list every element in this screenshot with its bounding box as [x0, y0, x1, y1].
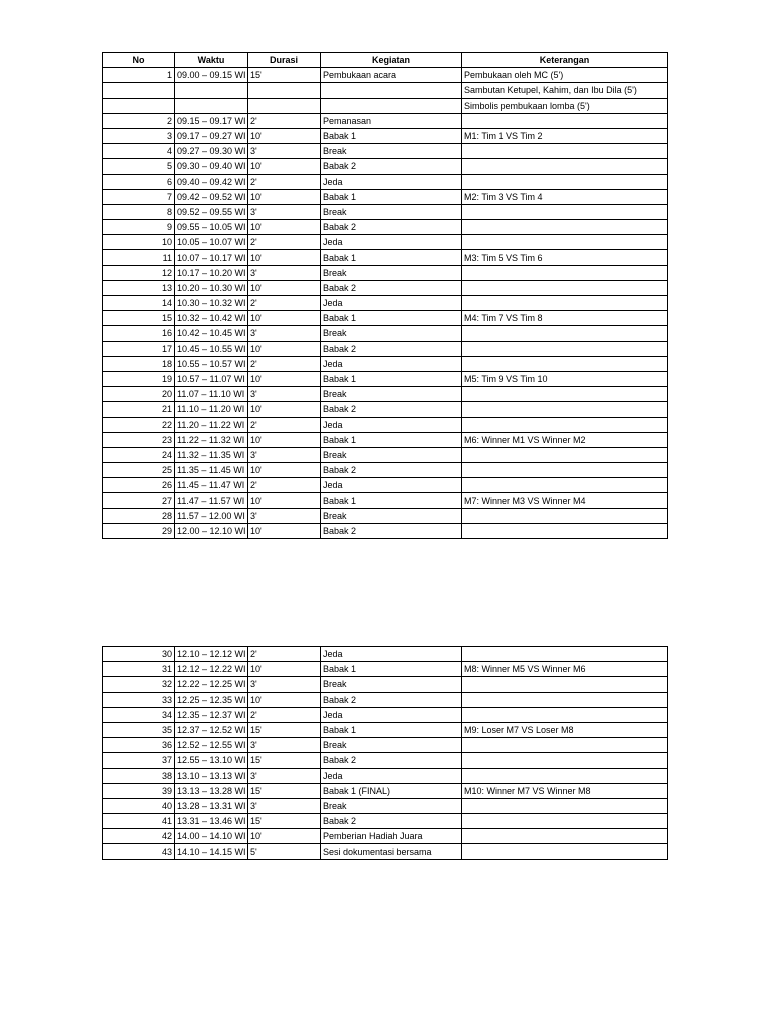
cell-durasi: 10' [248, 341, 321, 356]
cell-no: 33 [103, 692, 175, 707]
cell-waktu: 12.52 – 12.55 WI [175, 738, 248, 753]
cell-waktu: 12.00 – 12.10 WI [175, 523, 248, 538]
cell-no: 17 [103, 341, 175, 356]
cell-no: 39 [103, 783, 175, 798]
table-row [103, 463, 668, 478]
cell-kegiatan: Break [321, 326, 462, 341]
table-row [103, 235, 668, 250]
cell-kegiatan: Babak 1 [321, 311, 462, 326]
cell-no: 22 [103, 417, 175, 432]
cell-durasi: 10' [248, 523, 321, 538]
cell-kegiatan: Break [321, 447, 462, 462]
cell-waktu [175, 83, 248, 98]
cell-kegiatan: Babak 2 [321, 341, 462, 356]
cell-kegiatan: Pembukaan acara [321, 68, 462, 83]
cell-waktu: 13.13 – 13.28 WI [175, 783, 248, 798]
cell-waktu: 12.55 – 13.10 WI [175, 753, 248, 768]
cell-durasi: 15' [248, 814, 321, 829]
table-row [103, 814, 668, 829]
cell-no: 18 [103, 356, 175, 371]
cell-keterangan: M1: Tim 1 VS Tim 2 [462, 128, 668, 143]
cell-keterangan: Sambutan Ketupel, Kahim, dan Ibu Dila (5') [462, 83, 668, 98]
cell-no: 2 [103, 113, 175, 128]
cell-kegiatan: Break [321, 387, 462, 402]
table-row [103, 662, 668, 677]
cell-waktu: 14.10 – 14.15 WI [175, 844, 248, 859]
cell-durasi: 5' [248, 844, 321, 859]
cell-waktu: 13.28 – 13.31 WI [175, 798, 248, 813]
cell-no: 29 [103, 523, 175, 538]
table-row [103, 326, 668, 341]
cell-durasi: 2' [248, 417, 321, 432]
cell-durasi: 3' [248, 144, 321, 159]
cell-durasi [248, 83, 321, 98]
cell-kegiatan: Jeda [321, 478, 462, 493]
cell-no: 13 [103, 280, 175, 295]
cell-waktu: 11.57 – 12.00 WI [175, 508, 248, 523]
header-kegiatan: Kegiatan [321, 53, 462, 68]
cell-durasi: 10' [248, 189, 321, 204]
table-row [103, 387, 668, 402]
cell-kegiatan: Babak 2 [321, 463, 462, 478]
cell-keterangan [462, 235, 668, 250]
cell-durasi: 3' [248, 768, 321, 783]
cell-kegiatan: Jeda [321, 296, 462, 311]
cell-keterangan: M8: Winner M5 VS Winner M6 [462, 662, 668, 677]
table-row [103, 311, 668, 326]
cell-durasi: 3' [248, 265, 321, 280]
cell-kegiatan [321, 98, 462, 113]
table-row [103, 508, 668, 523]
table-row [103, 722, 668, 737]
cell-waktu: 10.07 – 10.17 WI [175, 250, 248, 265]
cell-no: 27 [103, 493, 175, 508]
table-row [103, 356, 668, 371]
cell-no: 10 [103, 235, 175, 250]
cell-waktu: 11.10 – 11.20 WI [175, 402, 248, 417]
cell-keterangan [462, 768, 668, 783]
cell-kegiatan: Break [321, 738, 462, 753]
cell-keterangan [462, 341, 668, 356]
table-row [103, 798, 668, 813]
cell-no: 23 [103, 432, 175, 447]
cell-keterangan [462, 159, 668, 174]
header-keterangan: Keterangan [462, 53, 668, 68]
cell-keterangan [462, 220, 668, 235]
cell-no: 41 [103, 814, 175, 829]
table-row [103, 493, 668, 508]
cell-waktu: 11.47 – 11.57 WI [175, 493, 248, 508]
cell-keterangan [462, 174, 668, 189]
cell-durasi: 3' [248, 387, 321, 402]
cell-keterangan: M9: Loser M7 VS Loser M8 [462, 722, 668, 737]
cell-no: 6 [103, 174, 175, 189]
cell-kegiatan: Babak 1 [321, 722, 462, 737]
cell-keterangan: M4: Tim 7 VS Tim 8 [462, 311, 668, 326]
cell-durasi: 3' [248, 738, 321, 753]
cell-waktu: 09.27 – 09.30 WI [175, 144, 248, 159]
cell-durasi: 15' [248, 783, 321, 798]
cell-durasi: 10' [248, 280, 321, 295]
table-row [103, 265, 668, 280]
cell-durasi: 10' [248, 128, 321, 143]
cell-waktu: 11.22 – 11.32 WI [175, 432, 248, 447]
cell-waktu: 09.00 – 09.15 WI [175, 68, 248, 83]
cell-keterangan: Simbolis pembukaan lomba (5') [462, 98, 668, 113]
cell-no: 5 [103, 159, 175, 174]
cell-keterangan: M2: Tim 3 VS Tim 4 [462, 189, 668, 204]
cell-durasi: 3' [248, 204, 321, 219]
cell-waktu: 10.20 – 10.30 WI [175, 280, 248, 295]
cell-keterangan [462, 387, 668, 402]
cell-waktu: 13.10 – 13.13 WI [175, 768, 248, 783]
table-row [103, 144, 668, 159]
cell-kegiatan: Jeda [321, 707, 462, 722]
cell-no: 3 [103, 128, 175, 143]
table-row [103, 159, 668, 174]
table-row [103, 174, 668, 189]
cell-durasi: 3' [248, 677, 321, 692]
cell-waktu: 12.12 – 12.22 WI [175, 662, 248, 677]
cell-durasi [248, 98, 321, 113]
cell-durasi: 10' [248, 159, 321, 174]
table-row [103, 523, 668, 538]
cell-kegiatan: Babak 1 [321, 662, 462, 677]
cell-keterangan [462, 677, 668, 692]
cell-keterangan [462, 707, 668, 722]
cell-keterangan [462, 204, 668, 219]
cell-no: 42 [103, 829, 175, 844]
table-row [103, 68, 668, 83]
cell-keterangan: Pembukaan oleh MC (5') [462, 68, 668, 83]
table-row [103, 647, 668, 662]
cell-no: 30 [103, 647, 175, 662]
cell-durasi: 3' [248, 798, 321, 813]
cell-no: 20 [103, 387, 175, 402]
cell-kegiatan: Babak 2 [321, 692, 462, 707]
cell-waktu: 11.35 – 11.45 WI [175, 463, 248, 478]
cell-durasi: 2' [248, 296, 321, 311]
cell-no: 34 [103, 707, 175, 722]
cell-waktu: 12.22 – 12.25 WI [175, 677, 248, 692]
cell-no: 4 [103, 144, 175, 159]
cell-no: 9 [103, 220, 175, 235]
cell-durasi: 10' [248, 662, 321, 677]
table-row [103, 768, 668, 783]
table-row [103, 829, 668, 844]
table-row [103, 753, 668, 768]
cell-kegiatan: Jeda [321, 356, 462, 371]
table-row [103, 204, 668, 219]
cell-kegiatan: Break [321, 144, 462, 159]
cell-keterangan [462, 508, 668, 523]
cell-waktu [175, 98, 248, 113]
cell-durasi: 2' [248, 647, 321, 662]
cell-waktu: 10.57 – 11.07 WI [175, 371, 248, 386]
cell-no: 1 [103, 68, 175, 83]
schedule-table-bottom [102, 646, 668, 860]
cell-durasi: 3' [248, 326, 321, 341]
cell-keterangan [462, 280, 668, 295]
cell-no: 11 [103, 250, 175, 265]
table-row [103, 692, 668, 707]
cell-kegiatan: Jeda [321, 417, 462, 432]
cell-keterangan: M3: Tim 5 VS Tim 6 [462, 250, 668, 265]
table-row [103, 371, 668, 386]
header-row [103, 53, 668, 68]
cell-no: 24 [103, 447, 175, 462]
cell-no: 14 [103, 296, 175, 311]
table-row [103, 432, 668, 447]
cell-waktu: 10.17 – 10.20 WI [175, 265, 248, 280]
cell-waktu: 10.45 – 10.55 WI [175, 341, 248, 356]
cell-keterangan [462, 844, 668, 859]
cell-kegiatan: Jeda [321, 647, 462, 662]
cell-durasi: 10' [248, 463, 321, 478]
cell-keterangan [462, 523, 668, 538]
cell-keterangan: M7: Winner M3 VS Winner M4 [462, 493, 668, 508]
cell-waktu: 09.40 – 09.42 WI [175, 174, 248, 189]
cell-kegiatan: Break [321, 677, 462, 692]
cell-no: 21 [103, 402, 175, 417]
table-row [103, 417, 668, 432]
cell-keterangan [462, 417, 668, 432]
cell-kegiatan: Babak 1 [321, 128, 462, 143]
cell-keterangan [462, 829, 668, 844]
cell-durasi: 15' [248, 68, 321, 83]
cell-keterangan [462, 798, 668, 813]
cell-no: 37 [103, 753, 175, 768]
cell-keterangan [462, 144, 668, 159]
cell-no: 40 [103, 798, 175, 813]
cell-no: 15 [103, 311, 175, 326]
cell-keterangan [462, 296, 668, 311]
cell-no: 38 [103, 768, 175, 783]
cell-kegiatan: Babak 1 [321, 432, 462, 447]
cell-keterangan [462, 447, 668, 462]
cell-kegiatan: Babak 1 [321, 189, 462, 204]
table-row [103, 738, 668, 753]
cell-keterangan [462, 463, 668, 478]
table-row [103, 250, 668, 265]
cell-keterangan: M10: Winner M7 VS Winner M8 [462, 783, 668, 798]
cell-keterangan [462, 692, 668, 707]
cell-waktu: 11.45 – 11.47 WI [175, 478, 248, 493]
cell-waktu: 11.20 – 11.22 WI [175, 417, 248, 432]
cell-keterangan: M6: Winner M1 VS Winner M2 [462, 432, 668, 447]
cell-waktu: 13.31 – 13.46 WI [175, 814, 248, 829]
header-no: No [103, 53, 175, 68]
cell-waktu: 10.30 – 10.32 WI [175, 296, 248, 311]
cell-durasi: 10' [248, 432, 321, 447]
cell-kegiatan: Babak 1 [321, 371, 462, 386]
cell-durasi: 2' [248, 174, 321, 189]
cell-durasi: 10' [248, 220, 321, 235]
cell-durasi: 2' [248, 478, 321, 493]
cell-kegiatan: Babak 2 [321, 523, 462, 538]
cell-no: 16 [103, 326, 175, 341]
cell-kegiatan: Babak 2 [321, 814, 462, 829]
cell-waktu: 12.10 – 12.12 WI [175, 647, 248, 662]
cell-waktu: 14.00 – 14.10 WI [175, 829, 248, 844]
table-row [103, 707, 668, 722]
table-row [103, 220, 668, 235]
cell-keterangan: M5: Tim 9 VS Tim 10 [462, 371, 668, 386]
cell-no: 35 [103, 722, 175, 737]
cell-keterangan [462, 753, 668, 768]
cell-waktu: 09.55 – 10.05 WI [175, 220, 248, 235]
cell-waktu: 10.55 – 10.57 WI [175, 356, 248, 371]
header-durasi: Durasi [248, 53, 321, 68]
cell-waktu: 09.42 – 09.52 WI [175, 189, 248, 204]
cell-kegiatan: Break [321, 508, 462, 523]
cell-waktu: 10.05 – 10.07 WI [175, 235, 248, 250]
cell-no: 36 [103, 738, 175, 753]
cell-durasi: 2' [248, 235, 321, 250]
cell-keterangan [462, 113, 668, 128]
cell-waktu: 10.32 – 10.42 WI [175, 311, 248, 326]
cell-kegiatan: Jeda [321, 174, 462, 189]
cell-no: 8 [103, 204, 175, 219]
cell-durasi: 10' [248, 829, 321, 844]
table-row [103, 296, 668, 311]
table-row [103, 402, 668, 417]
cell-waktu: 12.37 – 12.52 WI [175, 722, 248, 737]
cell-keterangan [462, 265, 668, 280]
cell-durasi: 2' [248, 707, 321, 722]
cell-waktu: 09.15 – 09.17 WI [175, 113, 248, 128]
cell-kegiatan: Break [321, 265, 462, 280]
table-row [103, 280, 668, 295]
table-row [103, 83, 668, 98]
schedule-table-top [102, 52, 668, 539]
cell-durasi: 2' [248, 113, 321, 128]
cell-kegiatan: Break [321, 204, 462, 219]
cell-durasi: 15' [248, 722, 321, 737]
cell-keterangan [462, 356, 668, 371]
table-row [103, 478, 668, 493]
cell-waktu: 11.07 – 11.10 WI [175, 387, 248, 402]
cell-kegiatan: Jeda [321, 235, 462, 250]
cell-kegiatan: Pemanasan [321, 113, 462, 128]
table-row [103, 844, 668, 859]
cell-kegiatan: Babak 2 [321, 280, 462, 295]
cell-no: 43 [103, 844, 175, 859]
table-row [103, 98, 668, 113]
table-row [103, 447, 668, 462]
cell-no: 7 [103, 189, 175, 204]
cell-waktu: 12.25 – 12.35 WI [175, 692, 248, 707]
cell-durasi: 10' [248, 311, 321, 326]
cell-no: 32 [103, 677, 175, 692]
header-waktu: Waktu [175, 53, 248, 68]
cell-kegiatan: Babak 2 [321, 220, 462, 235]
cell-kegiatan: Break [321, 798, 462, 813]
table-row [103, 189, 668, 204]
cell-kegiatan: Babak 1 [321, 493, 462, 508]
cell-no: 19 [103, 371, 175, 386]
cell-kegiatan: Sesi dokumentasi bersama [321, 844, 462, 859]
cell-durasi: 10' [248, 371, 321, 386]
cell-keterangan [462, 738, 668, 753]
cell-no: 26 [103, 478, 175, 493]
cell-kegiatan: Babak 2 [321, 159, 462, 174]
cell-waktu: 09.30 – 09.40 WI [175, 159, 248, 174]
cell-waktu: 09.52 – 09.55 WI [175, 204, 248, 219]
cell-no [103, 98, 175, 113]
cell-durasi: 10' [248, 402, 321, 417]
cell-waktu: 11.32 – 11.35 WI [175, 447, 248, 462]
cell-keterangan [462, 402, 668, 417]
table-row [103, 128, 668, 143]
cell-kegiatan: Babak 1 (FINAL) [321, 783, 462, 798]
cell-kegiatan: Babak 1 [321, 250, 462, 265]
table-row [103, 783, 668, 798]
cell-kegiatan [321, 83, 462, 98]
cell-durasi: 10' [248, 692, 321, 707]
cell-waktu: 09.17 – 09.27 WI [175, 128, 248, 143]
cell-keterangan [462, 326, 668, 341]
cell-no: 31 [103, 662, 175, 677]
cell-keterangan [462, 814, 668, 829]
cell-waktu: 10.42 – 10.45 WI [175, 326, 248, 341]
cell-kegiatan: Babak 2 [321, 753, 462, 768]
cell-no: 28 [103, 508, 175, 523]
cell-no: 25 [103, 463, 175, 478]
table-row [103, 677, 668, 692]
table-row [103, 341, 668, 356]
cell-kegiatan: Babak 2 [321, 402, 462, 417]
cell-kegiatan: Pemberian Hadiah Juara [321, 829, 462, 844]
cell-durasi: 10' [248, 493, 321, 508]
cell-no: 12 [103, 265, 175, 280]
cell-no [103, 83, 175, 98]
cell-durasi: 3' [248, 508, 321, 523]
cell-durasi: 15' [248, 753, 321, 768]
cell-waktu: 12.35 – 12.37 WI [175, 707, 248, 722]
cell-durasi: 10' [248, 250, 321, 265]
cell-durasi: 2' [248, 356, 321, 371]
cell-kegiatan: Jeda [321, 768, 462, 783]
cell-keterangan [462, 478, 668, 493]
table-row [103, 113, 668, 128]
cell-keterangan [462, 647, 668, 662]
cell-durasi: 3' [248, 447, 321, 462]
